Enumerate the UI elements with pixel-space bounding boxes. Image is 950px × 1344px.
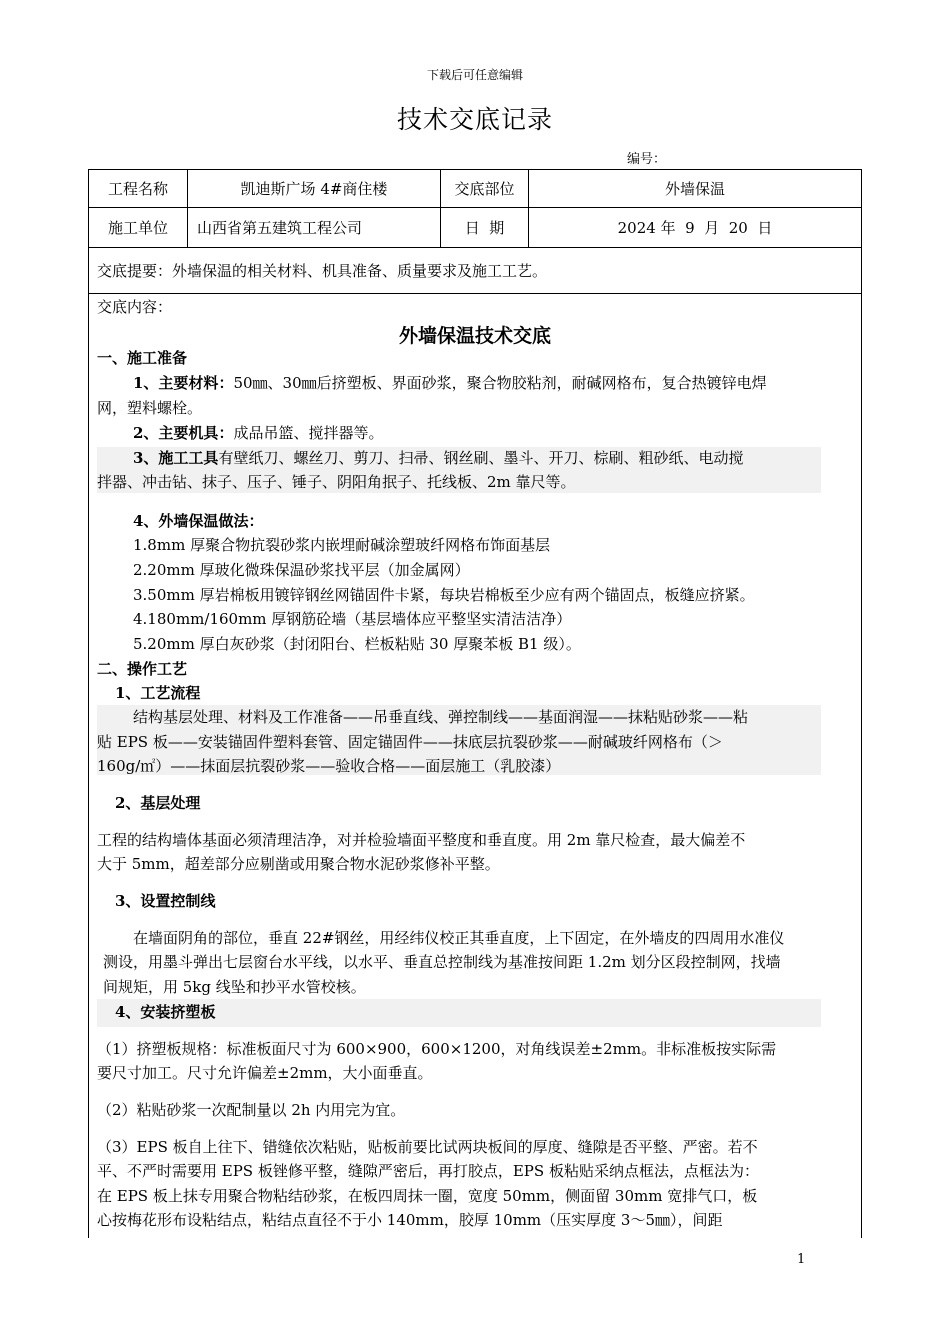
control-line-head: 3、设置控制线 [115,892,216,910]
info-row-project [89,170,861,208]
content-label: 交底内容： [97,298,173,316]
materials-cont: 网，塑料螺栓。 [97,399,203,417]
project-name-label: 工程名称 [107,180,168,198]
tools-body: 有壁纸刀、螺丝刀、剪刀、扫帚、钢丝刷、墨斗、开刀、棕刷、粗砂纸、电动搅 [218,449,744,467]
layer-item: 2.20mm 厚玻化微珠保温砂浆找平层（加金属网） [133,561,470,579]
machines-body: 成品吊篮、搅拌器等。 [233,424,384,442]
materials-head: 1、主要材料： [133,374,234,392]
machines-line [133,423,383,443]
layer-item: 4.180mm/160mm 厚钢筋砼墙（基层墙体应平整坚实清洁洁净） [133,610,572,628]
wall-method-head: 4、外墙保温做法： [133,512,264,530]
date-label: 日 期 [440,207,528,247]
download-note: 下载后可任意编辑 [426,68,523,82]
flow-line: 贴 EPS 板——安装锚固件塑料套管、固定锚固件——抹底层抗裂砂浆——耐碱玻纤网格布（＞ [97,733,723,751]
tools-head: 3、施工工具 [133,449,219,467]
install-spec: （1）挤塑板规格：标准板面尺寸为 600×900，600×1200，对角线误差±2mm。非标准板按实际需 [97,1040,777,1058]
info-row-builder [89,207,861,248]
base-treatment-head: 2、基层处理 [115,794,201,812]
install-spec: 要尺寸加工。尺寸允许偏差±2mm，大小面垂直。 [97,1064,433,1082]
layer-item: 5.20mm 厚白灰砂浆（封闭阳台、栏板粘贴 30 厚聚苯板 B1 级）。 [133,635,581,653]
layer-item: 1.8mm 厚聚合物抗裂砂浆内嵌埋耐碱涂塑玻纤网格布饰面基层 [133,536,551,554]
install-board-head: 4、安装挤塑板 [115,1003,216,1021]
base-line: 工程的结构墙体基面必须清理洁净，对并检验墙面平整度和垂直度。用 2m 靠尺检查，最大偏差不 [97,831,746,849]
process-flow-head: 1、工艺流程 [115,684,201,702]
tools-line [133,448,743,468]
install-paste: （3）EPS 板自上往下、错缝依次粘贴，贴板前要比试两块板间的厚度、缝隙是否平整、严密。若不 [97,1138,758,1156]
control-text: 在墙面阴角的部位，垂直 22#钢丝，用经纬仪校正其垂直度，上下固定，在外墙皮的四周用水准仪 [133,929,785,947]
tools-cont: 拌器、冲击钻、抹子、压子、锤子、阴阳角抿子、托线板、2m 靠尺等。 [97,473,576,491]
section-preparation: 一、施工准备 [97,349,188,367]
disclosure-summary: 交底提要：外墙保温的相关材料、机具准备、质量要求及施工工艺。 [97,261,548,280]
disclosure-part-value: 外墙保温 [528,170,861,207]
install-paste: 平、不严时需要用 EPS 板锉修平整，缝隙严密后，再打胶点，EPS 板粘贴采纳点框法，点框法为： [97,1162,759,1180]
machines-head: 2、主要机具： [133,424,234,442]
materials-line [133,373,767,393]
install-paste: 心按梅花形布设粘结点，粘结点直径不于小 140mm，胶厚 10mm（压实厚度 3～5㎜），间距 [97,1211,723,1229]
install-paste: 在 EPS 板上抹专用聚合物粘结砂浆，在板四周抹一圈，宽度 50mm，侧面留 30mm 宽排气口，板 [97,1187,758,1205]
section-operation: 二、操作工艺 [97,660,188,678]
layer-item: 3.50mm 厚岩棉板用镀锌钢丝网锚固件卡紧，每块岩棉板至少应有两个锚固点，板缝应挤紧。 [133,586,755,604]
content-heading: 外墙保温技术交底 [398,325,551,347]
serial-number-label: 编号： [627,152,667,167]
summary-row [89,247,861,294]
install-mortar: （2）粘贴砂浆一次配制量以 2h 内用完为宜。 [97,1101,406,1119]
project-name-value: 凯迪斯广场 4#商住楼 [187,170,440,207]
disclosure-record-table [88,169,862,1238]
control-text: 测设，用墨斗弹出七层窗台水平线，以水平、垂直总控制线为基准按间距 1.2m 划分区段控制网，找墙 [103,953,781,971]
flow-line: 结构基层处理、材料及工作准备——吊垂直线、弹控制线——基面润湿——抹粘贴砂浆——粘 [133,708,749,726]
control-text: 间规矩，用 5kg 线坠和抄平水管校核。 [103,978,366,996]
materials-body: 50㎜、30㎜后挤塑板、界面砂浆，聚合物胶粘剂，耐碱网格布，复合热镀锌电焊 [233,374,767,392]
base-line: 大于 5mm，超差部分应剔凿或用聚合物水泥砂浆修补平整。 [97,855,500,873]
construction-unit-label: 施工单位 [107,218,168,237]
document-title: 技术交底记录 [396,105,553,134]
date-value: 2024 年 9 月 20 日 [528,207,861,247]
disclosure-part-label: 交底部位 [440,170,528,207]
flow-line: 160g/㎡）——抹面层抗裂砂浆——验收合格——面层施工（乳胶漆） [97,757,561,775]
construction-unit-value: 山西省第五建筑工程公司 [187,207,440,247]
page-number: 1 [797,1252,806,1267]
